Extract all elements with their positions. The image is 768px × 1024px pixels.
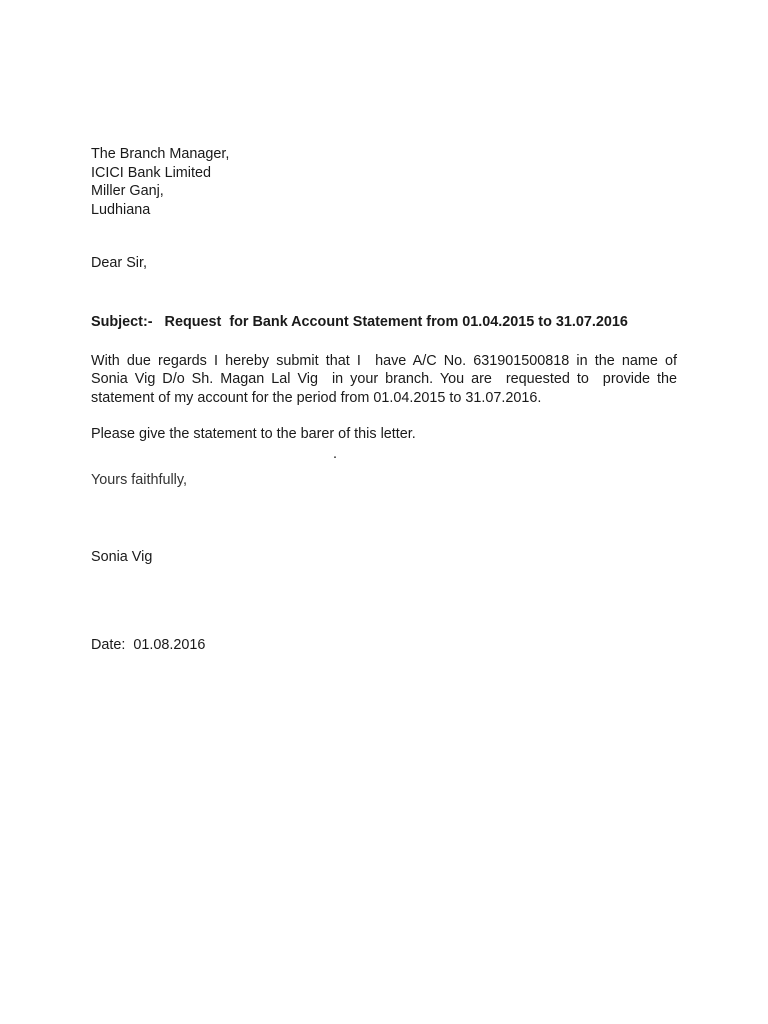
- closing: Yours faithfully,: [91, 472, 187, 488]
- body-line: Sonia Vig D/o Sh. Magan Lal Vig in your branch. You are requested to provide the: [91, 371, 677, 388]
- subject-line: Subject:- Request for Bank Account Statement from 01.04.2015 to 31.07.2016: [91, 314, 628, 330]
- recipient-locality: Miller Ganj,: [91, 183, 164, 199]
- body-line: With due regards I hereby submit that I have A/C No. 631901500818 in the name of: [91, 353, 677, 369]
- body-paragraph: [91, 352, 677, 407]
- body-line: statement of my account for the period from 01.04.2015 to 31.07.2016.: [91, 389, 542, 406]
- recipient-address: [91, 145, 229, 219]
- signature-name: Sonia Vig: [91, 549, 153, 565]
- recipient-bank: ICICI Bank Limited: [91, 164, 211, 181]
- salutation: Dear Sir,: [91, 255, 147, 271]
- stray-dot: .: [333, 446, 337, 462]
- recipient-city: Ludhiana: [91, 201, 151, 218]
- request-paragraph: Please give the statement to the barer of this letter.: [91, 426, 416, 442]
- letter-date: Date: 01.08.2016: [91, 637, 206, 653]
- recipient-title: The Branch Manager,: [91, 146, 230, 162]
